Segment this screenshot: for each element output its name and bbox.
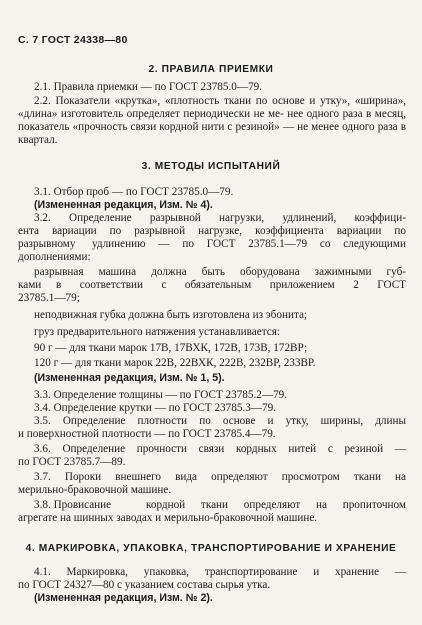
amendment-note: (Измененная редакция, Изм. № 2). [34, 592, 213, 604]
list-item: 23785.1—79; [18, 292, 80, 304]
para-3-8: 3.8. Провисание [34, 499, 112, 511]
section-4-title: 4. МАРКИРОВКА, УПАКОВКА, ТРАНСПОРТИРОВАНИЕ И ХРАНЕНИЕ [25, 543, 397, 554]
section-3-title: 3. МЕТОДЫ ИСПЫТАНИЙ [141, 161, 281, 172]
para-3-7: 3.7. Пороки внешнего вида определяют просмотром ткани на [34, 471, 406, 483]
amendment-note: (Измененная редакция, Изм. № 1, 5). [34, 372, 225, 384]
para-3-3: 3.3. Определение толщины — по ГОСТ 23785.2—79. [34, 389, 288, 401]
para-4-1: по ГОСТ 24327—80 с указанием состава сырья утка. [18, 579, 271, 591]
para-3-2-line: 3.2. Определение разрывной нагрузки, удлинений, коэффици- [34, 212, 406, 224]
para-3-1: 3.1. Отбор проб — по ГОСТ 23785.0—79. [34, 186, 234, 198]
list-item: ками [18, 279, 42, 291]
list-item: груз предварительного натяжения устанавливается: [34, 326, 280, 338]
para-3-2-line: разрывному [18, 238, 76, 250]
para-2-1: 2.1. Правила приемки — по ГОСТ 23785.0—79. [34, 81, 263, 93]
list-item: 90 г — для ткани марок 17В, 17ВХК, 172В, 173В, 172ВР; [34, 342, 308, 354]
para-3-4: 3.4. Определение крутки — по ГОСТ 23785.3—79. [34, 402, 276, 414]
para-3-6: 3.6. Определение прочности связи кордных нитей с резиной — [34, 443, 406, 455]
para-3-5: 3.5. Определение плотности по основе и утку, ширины, длины [34, 415, 406, 427]
para-3-6: по ГОСТ 23785.7—89. [18, 456, 126, 468]
list-item: в соответствии с обязательным приложением 2 ГОСТ [56, 279, 406, 291]
list-item: 120 г — для ткани марок 22В, 22ВХК, 222В, 232ВР, 233ВР. [34, 357, 316, 369]
section-2-title: 2. ПРАВИЛА ПРИЕМКИ [148, 64, 274, 75]
para-3-2-line: дополнениями: [18, 251, 91, 263]
para-3-2-line: удлинению — по ГОСТ 23785.1—79 со следующими [92, 238, 406, 250]
para-3-8: агрегате на шинных заводах и мерильно-браковочной машине. [18, 512, 318, 524]
list-item: разрывная машина должна быть оборудована зажимными губ- [34, 266, 406, 278]
para-3-2-line: ента вариации по разрывной нагрузке, коэффициента вариации по [18, 225, 406, 237]
para-3-7: мерильно-браковочной машине. [18, 484, 172, 496]
list-item: неподвижная губка должна быть изготовлена из эбонита; [34, 309, 308, 321]
page-header: С. 7 ГОСТ 24338—80 [18, 34, 128, 46]
para-3-5: и поверхностной плотности — по ГОСТ 23785.4—79. [18, 428, 276, 440]
para-4-1: 4.1. Маркировка, упаковка, транспортирование и хранение — [34, 566, 406, 578]
para-3-8: кордной ткани определяют на пропиточном [146, 499, 406, 511]
para-2-2: 2.2. Показатели «крутка», «плотность ткани по основе и утку», «ширина», «длина» изготовитель определяет периодически не ме- нее одного раза в месяц, показатель «прочность связи кордной нити с резиной» — не менее одного раза в квартал. [18, 95, 406, 146]
amendment-note: (Измененная редакция, Изм. № 4). [34, 199, 213, 211]
